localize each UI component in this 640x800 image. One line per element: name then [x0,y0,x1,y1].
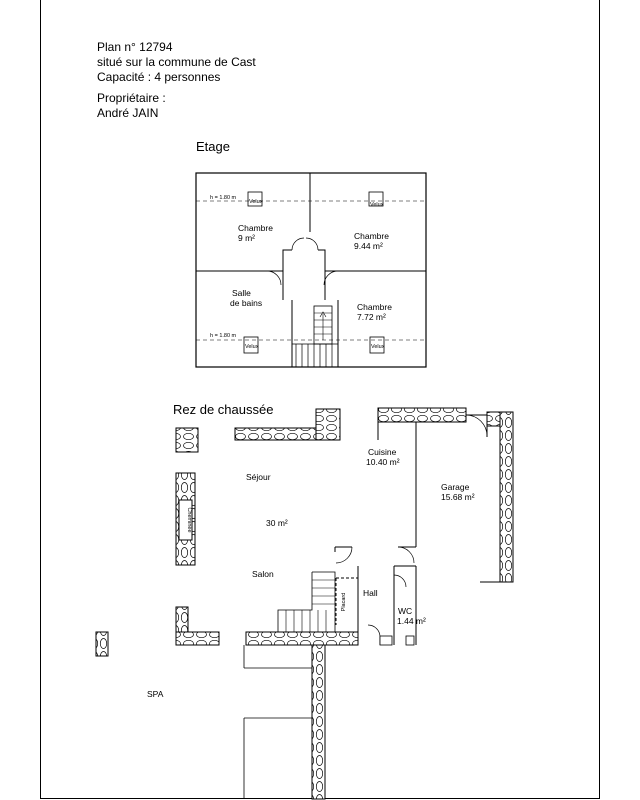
chambre2-area: 9.44 m² [354,241,383,251]
commune-line: situé sur la commune de Cast [97,55,256,69]
chambre1-area: 9 m² [238,233,255,243]
spa-label: SPA [147,689,164,699]
chambre1-name: Chambre [238,223,273,233]
sejour-label: Séjour [246,472,271,482]
chambre3-name: Chambre [357,302,392,312]
salon-label: Salon [252,569,274,579]
bains-name: Salle [232,288,251,298]
velux-label-1: Velux [249,199,263,205]
velux-label-3: Velux [245,344,259,350]
chambre2-name: Chambre [354,231,389,241]
rdc-plan [96,408,513,799]
garage-area: 15.68 m² [441,492,475,502]
sejour-area: 30 m² [266,518,288,528]
rdc-title: Rez de chaussée [173,402,274,417]
bains-name-2: de bains [230,298,263,308]
velux-label-4: Velux [371,344,385,350]
owner-label: Propriétaire : [97,91,166,105]
cuisine-label: Cuisine [368,447,397,457]
plan-number: Plan n° 12794 [97,40,173,54]
height-note-top: h = 1.80 m [210,195,237,201]
garage-label: Garage [441,482,470,492]
etage-title: Etage [196,139,230,154]
wc-label: WC [398,606,413,616]
velux-label-2: Velux [370,202,384,208]
cheminee-label: Cheminée [186,507,192,533]
cuisine-area: 10.40 m² [366,457,400,467]
hall-label: Hall [363,588,378,598]
chambre3-area: 7.72 m² [357,312,386,322]
owner-name: André JAIN [97,106,159,120]
height-note-bottom: h = 1.80 m [210,333,237,339]
capacity-line: Capacité : 4 personnes [97,70,221,84]
wc-area: 1.44 m² [397,616,426,626]
placard-label: Placard [341,592,347,612]
